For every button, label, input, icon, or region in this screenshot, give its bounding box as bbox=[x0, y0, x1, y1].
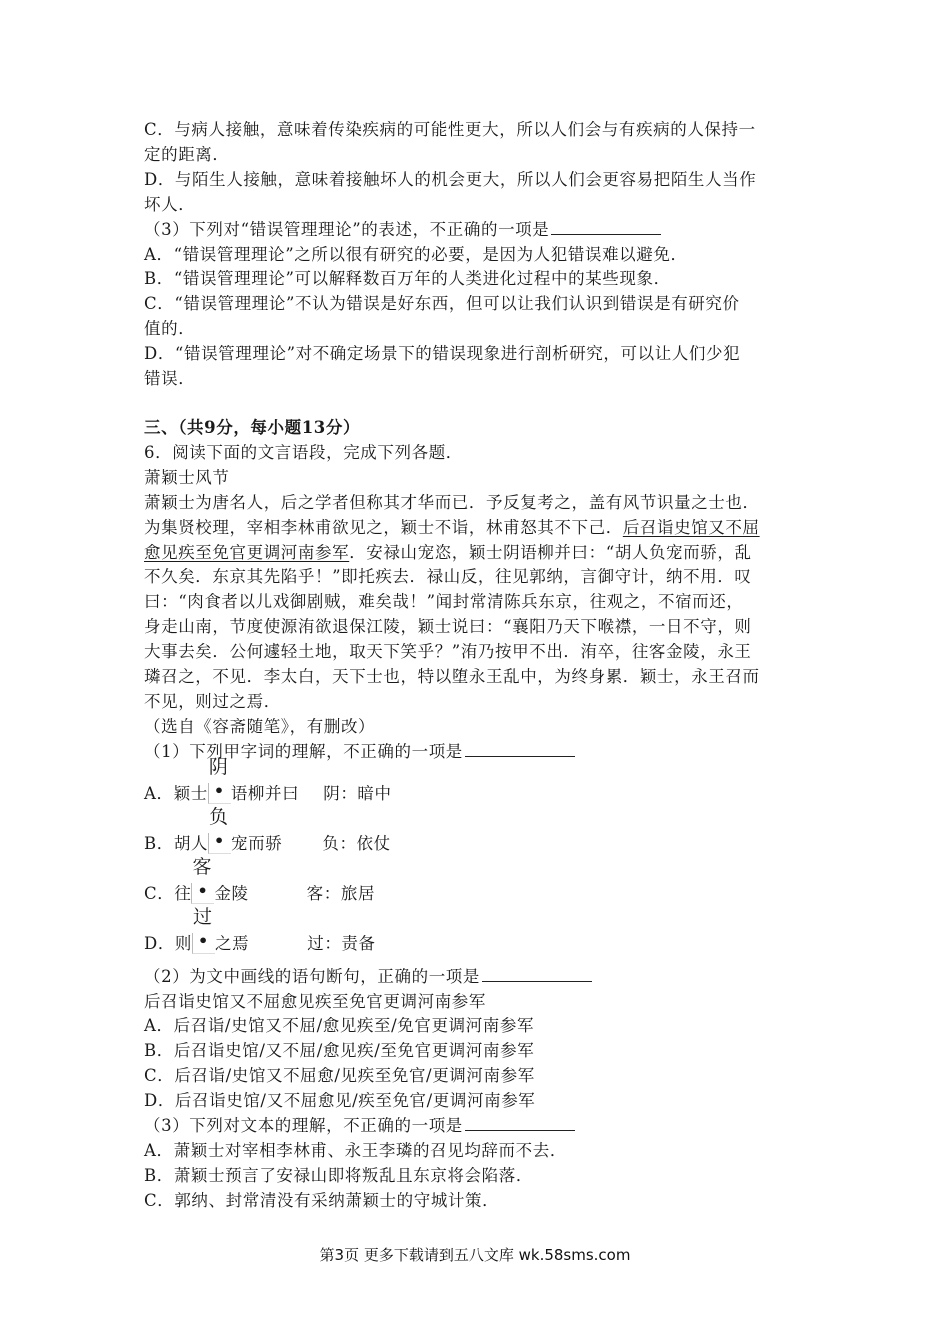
q3b-option-b: B．萧颖士预言了安禄山即将叛乱且东京将会陷落． bbox=[144, 1165, 533, 1185]
q2-option-b: B．后召诣史馆/又不屈/愈见疾/至免官更调河南参军 bbox=[144, 1041, 535, 1061]
document-body bbox=[144, 118, 804, 1214]
q2-option-d: D．后召诣史馆/又不屈愈见/疾至免官/更调河南参军 bbox=[144, 1091, 536, 1111]
q1-option: D．则 过 • 之焉 过：责备 bbox=[144, 905, 376, 953]
q3b-option-c: C．郭纳、封常清没有采纳萧颖士的守城计策． bbox=[144, 1190, 500, 1210]
emphasis-dot-icon: • bbox=[198, 930, 209, 950]
section-heading: 三、（共9分，每小题13分） bbox=[144, 417, 361, 437]
emphasized-char: 负 • bbox=[208, 833, 231, 854]
q1-option: B．胡人 负 • 宠而骄 负：依仗 bbox=[144, 805, 391, 853]
q2-stem: （2）为文中画线的语句断句，正确的一项是 bbox=[144, 965, 804, 990]
passage-line: 曰：“肉食者以儿戏御剧贼，难矣哉！”闻封常清陈兵东京，往观之，不宿而还， bbox=[144, 592, 744, 612]
q3-option-a: A．“错误管理理论”之所以很有研究的必要，是因为人犯错误难以避免． bbox=[144, 244, 688, 264]
passage-line: 身走山南，节度使源洧欲退保江陵，颖士说曰：“襄阳乃天下喉襟，一日不守，则 bbox=[144, 617, 752, 637]
q3-option-d-line1: D．“错误管理理论”对不确定场景下的错误现象进行剖析研究，可以让人们少犯 bbox=[144, 344, 741, 364]
q1-stem: （1）下列甲字词的理解，不正确的一项是 bbox=[144, 740, 804, 765]
q2-option-c-line2: 定的距离． bbox=[144, 144, 230, 164]
emphasis-dot-icon: • bbox=[214, 830, 225, 850]
page-footer: 第3页 更多下载请到五八文库 wk.58sms.com bbox=[319, 1246, 631, 1264]
passage-line: 璘召之，不见．李太白，天下士也，特以堕永王乱中，为终身累．颖士，永王召而 bbox=[144, 667, 760, 687]
q3-option-d-line2: 错误． bbox=[144, 369, 196, 389]
emphasis-dot-icon: • bbox=[197, 880, 209, 900]
passage-line: 大事去矣．公何遽轻土地，取天下笑乎？”洧乃按甲不出．洧卒，往客金陵，永王 bbox=[144, 642, 752, 662]
q2-option-d-line1: D．与陌生人接触，意味着接触坏人的机会更大，所以人们会更容易把陌生人当作 bbox=[144, 169, 757, 189]
q3b-option-a: A．萧颖士对宰相李林甫、永王李璘的召见均辞而不去． bbox=[144, 1141, 567, 1160]
q3b-stem: （3）下列对文本的理解，不正确的一项是 bbox=[144, 1114, 804, 1139]
emphasized-char: 客 • bbox=[191, 883, 214, 904]
q6-intro: 6．阅读下面的文言语段，完成下列各题． bbox=[144, 442, 463, 462]
answer-blank bbox=[482, 967, 592, 982]
passage-line: 愈见疾至免官更调河南参军．安禄山宠恣，颖士阴语柳并曰：“胡人负宠而骄，乱 bbox=[144, 542, 752, 562]
passage-line: 为集贤校理，宰相李林甫欲见之，颖士不诣，林甫怒其不下己．后召诣史馆又不屈 bbox=[144, 517, 760, 537]
q3-stem: （3）下列对“错误管理理论”的表述，不正确的一项是 bbox=[144, 218, 804, 243]
q3-option-c-line1: C．“错误管理理论”不认为错误是好东西，但可以让我们认识到错误是有研究价 bbox=[144, 294, 740, 314]
emphasized-char: 过 • bbox=[192, 933, 215, 954]
passage-title: 萧颖士风节 bbox=[144, 467, 230, 487]
q2-sentence: 后召诣史馆又不屈愈见疾至免官更调河南参军 bbox=[144, 991, 486, 1011]
underlined-sentence: 愈见疾至免官更调河南参军 bbox=[144, 542, 350, 562]
q1-option: A．颖士 阴 • 语柳并曰 阴：暗中 bbox=[144, 755, 392, 803]
emphasis-dot-icon: • bbox=[213, 780, 225, 800]
q1-option: C．往 客 • 金陵 客：旅居 bbox=[144, 855, 376, 903]
passage-line: 萧颖士为唐名人，后之学者但称其才华而已．予反复考之，盖有风节识量之士也． bbox=[144, 492, 760, 512]
q2-option-c-line1: C．与病人接触，意味着传染疾病的可能性更大，所以人们会与有疾病的人保持一 bbox=[144, 120, 756, 139]
answer-blank bbox=[465, 742, 575, 757]
underlined-sentence: 后召诣史馆又不屈 bbox=[622, 517, 760, 537]
emphasized-char: 阴 • bbox=[208, 783, 231, 804]
q3-option-c-line2: 值的． bbox=[144, 319, 196, 339]
passage-line: 不见，则过之焉． bbox=[144, 691, 281, 711]
passage-source: （选自《容斋随笔》，有删改） bbox=[144, 716, 376, 736]
passage-line: 不久矣．东京其先陷乎！”即托疾去．禄山反，往见郭纳，言御守计，纳不用．叹 bbox=[144, 567, 752, 587]
q2-option-a: A．后召诣/史馆又不屈/愈见疾至/免官更调河南参军 bbox=[144, 1016, 535, 1036]
answer-blank bbox=[551, 220, 661, 235]
q2-option-c: C．后召诣/史馆又不屈愈/见疾至免官/更调河南参军 bbox=[144, 1066, 535, 1086]
answer-blank bbox=[465, 1116, 575, 1131]
q3-option-b: B．“错误管理理论”可以解释数百万年的人类进化过程中的某些现象． bbox=[144, 269, 671, 289]
q2-option-d-line2: 坏人． bbox=[144, 194, 196, 214]
